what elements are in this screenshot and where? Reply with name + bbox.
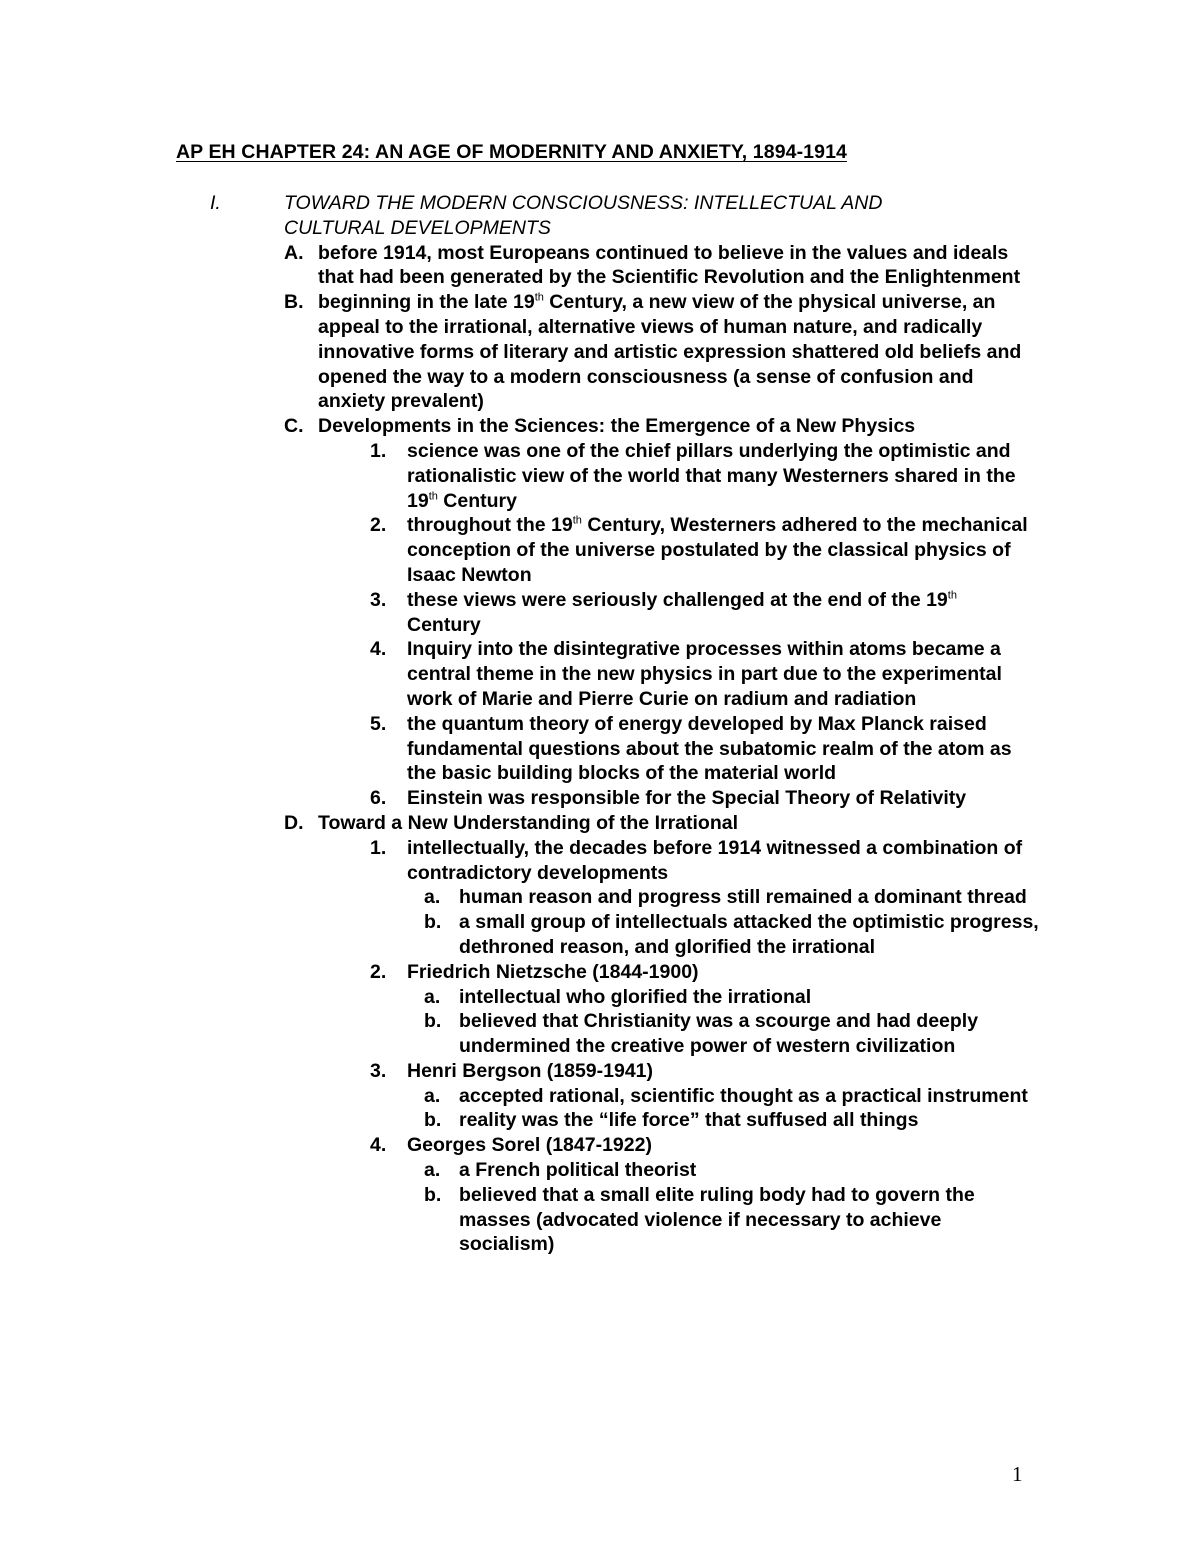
- outline-item-d-2: [0, 960, 1200, 985]
- item-marker: 1.: [370, 439, 387, 462]
- item-marker: 2.: [370, 514, 387, 537]
- item-marker: 3.: [370, 588, 387, 611]
- item-text: human reason and progress still remained a dominant thread: [459, 886, 1027, 909]
- item-marker: b.: [424, 911, 442, 934]
- item-marker: D.: [284, 811, 304, 834]
- item-marker: B.: [284, 291, 304, 314]
- outline-item-d-3: [0, 1059, 1200, 1084]
- outline-item-d-3-a: [0, 1084, 1200, 1109]
- item-text: Developments in the Sciences: the Emergence of a New Physics: [318, 415, 916, 438]
- outline-section-i: [0, 191, 1200, 241]
- outline-item-c-4: [0, 637, 1200, 711]
- item-text: a small group of intellectuals attacked the optimistic progress, dethroned reason, and glorified the irrational: [459, 911, 1039, 958]
- item-marker: a.: [424, 1159, 441, 1182]
- outline-item-a: [0, 241, 1200, 291]
- section-marker: I.: [210, 192, 221, 214]
- item-text: Einstein was responsible for the Special Theory of Relativity: [407, 787, 967, 810]
- outline-item-d-3-b: [0, 1108, 1200, 1133]
- section-heading: TOWARD THE MODERN CONSCIOUSNESS: INTELLECTUAL AND CULTURAL DEVELOPMENTS: [284, 192, 883, 239]
- item-text: before 1914, most Europeans continued to believe in the values and ideals that had been generated by the Scientific Revolution and the Enlightenment: [318, 241, 1021, 289]
- item-text: Friedrich Nietzsche (1844-1900): [407, 960, 699, 983]
- item-marker: A.: [284, 241, 304, 264]
- outline-item-d-1-a: [0, 885, 1200, 910]
- item-marker: b.: [424, 1010, 442, 1033]
- outline-item-c-5: [0, 712, 1200, 786]
- outline-item-c-2: [0, 513, 1200, 587]
- item-marker: 1.: [370, 836, 387, 859]
- item-text: throughout the 19th Century, Westerners adhered to the mechanical conception of the universe postulated by the classical physics of Isaac Newton: [407, 514, 1028, 586]
- item-marker: 4.: [370, 1134, 387, 1157]
- outline-item-d-4: [0, 1133, 1200, 1158]
- document-title: AP EH CHAPTER 24: AN AGE OF MODERNITY AND ANXIETY, 1894-1914: [176, 141, 847, 163]
- item-marker: b.: [424, 1109, 442, 1132]
- item-text: these views were seriously challenged at the end of the 19th Century: [407, 588, 957, 636]
- item-marker: 4.: [370, 638, 387, 661]
- item-marker: b.: [424, 1183, 442, 1206]
- outline-item-c: [0, 414, 1200, 439]
- item-text: intellectually, the decades before 1914 witnessed a combination of contradictory developments: [407, 836, 1023, 884]
- item-text: intellectual who glorified the irrational: [459, 985, 812, 1008]
- item-marker: 3.: [370, 1059, 387, 1082]
- outline-item-c-6: [0, 786, 1200, 811]
- outline-item-d-4-b: [0, 1183, 1200, 1257]
- item-text: Georges Sorel (1847-1922): [407, 1134, 652, 1157]
- item-text: beginning in the late 19th Century, a new view of the physical universe, an appeal to the irrational, alternative views of human nature, and radically innovative forms of literary and artistic expression shattered old beliefs and opened the way to a modern consciousness (a sense of confusion and anxiety prevalent): [318, 291, 1022, 413]
- outline: [0, 191, 1200, 1257]
- item-text: accepted rational, scientific thought as a practical instrument: [459, 1084, 1028, 1107]
- item-marker: a.: [424, 886, 441, 909]
- outline-item-d: [0, 811, 1200, 836]
- outline-item-d-1: [0, 836, 1200, 886]
- outline-item-b: [0, 290, 1200, 414]
- outline-item-c-3: [0, 588, 1200, 638]
- item-text: science was one of the chief pillars underlying the optimistic and rationalistic view of the world that many Westerners shared in the 19th Century: [407, 439, 1016, 512]
- item-marker: 5.: [370, 712, 387, 735]
- item-marker: 6.: [370, 787, 387, 810]
- item-marker: 2.: [370, 960, 387, 983]
- outline-item-d-2-b: [0, 1009, 1200, 1059]
- outline-item-d-4-a: [0, 1158, 1200, 1183]
- item-text: believed that a small elite ruling body had to govern the masses (advocated violence if necessary to achieve socialism): [459, 1183, 975, 1256]
- outline-item-c-1: [0, 439, 1200, 513]
- item-marker: a.: [424, 985, 441, 1008]
- item-text: the quantum theory of energy developed by Max Planck raised fundamental questions about the subatomic realm of the atom as the basic building blocks of the material world: [407, 712, 1012, 785]
- item-text: reality was the “life force” that suffused all things: [459, 1109, 919, 1132]
- item-text: Henri Bergson (1859-1941): [407, 1059, 654, 1082]
- item-marker: a.: [424, 1084, 441, 1107]
- item-text: believed that Christianity was a scourge and had deeply undermined the creative power of western civilization: [459, 1010, 979, 1058]
- item-text: Inquiry into the disintegrative processes within atoms became a central theme in the new physics in part due to the experimental work of Marie and Pierre Curie on radium and radiation: [407, 638, 1002, 710]
- outline-item-d-2-a: [0, 985, 1200, 1010]
- item-text: a French political theorist: [459, 1159, 697, 1182]
- item-text: Toward a New Understanding of the Irrational: [318, 811, 739, 834]
- page-number: 1: [1012, 1462, 1023, 1486]
- outline-item-d-1-b: [0, 910, 1200, 960]
- item-marker: C.: [284, 415, 304, 438]
